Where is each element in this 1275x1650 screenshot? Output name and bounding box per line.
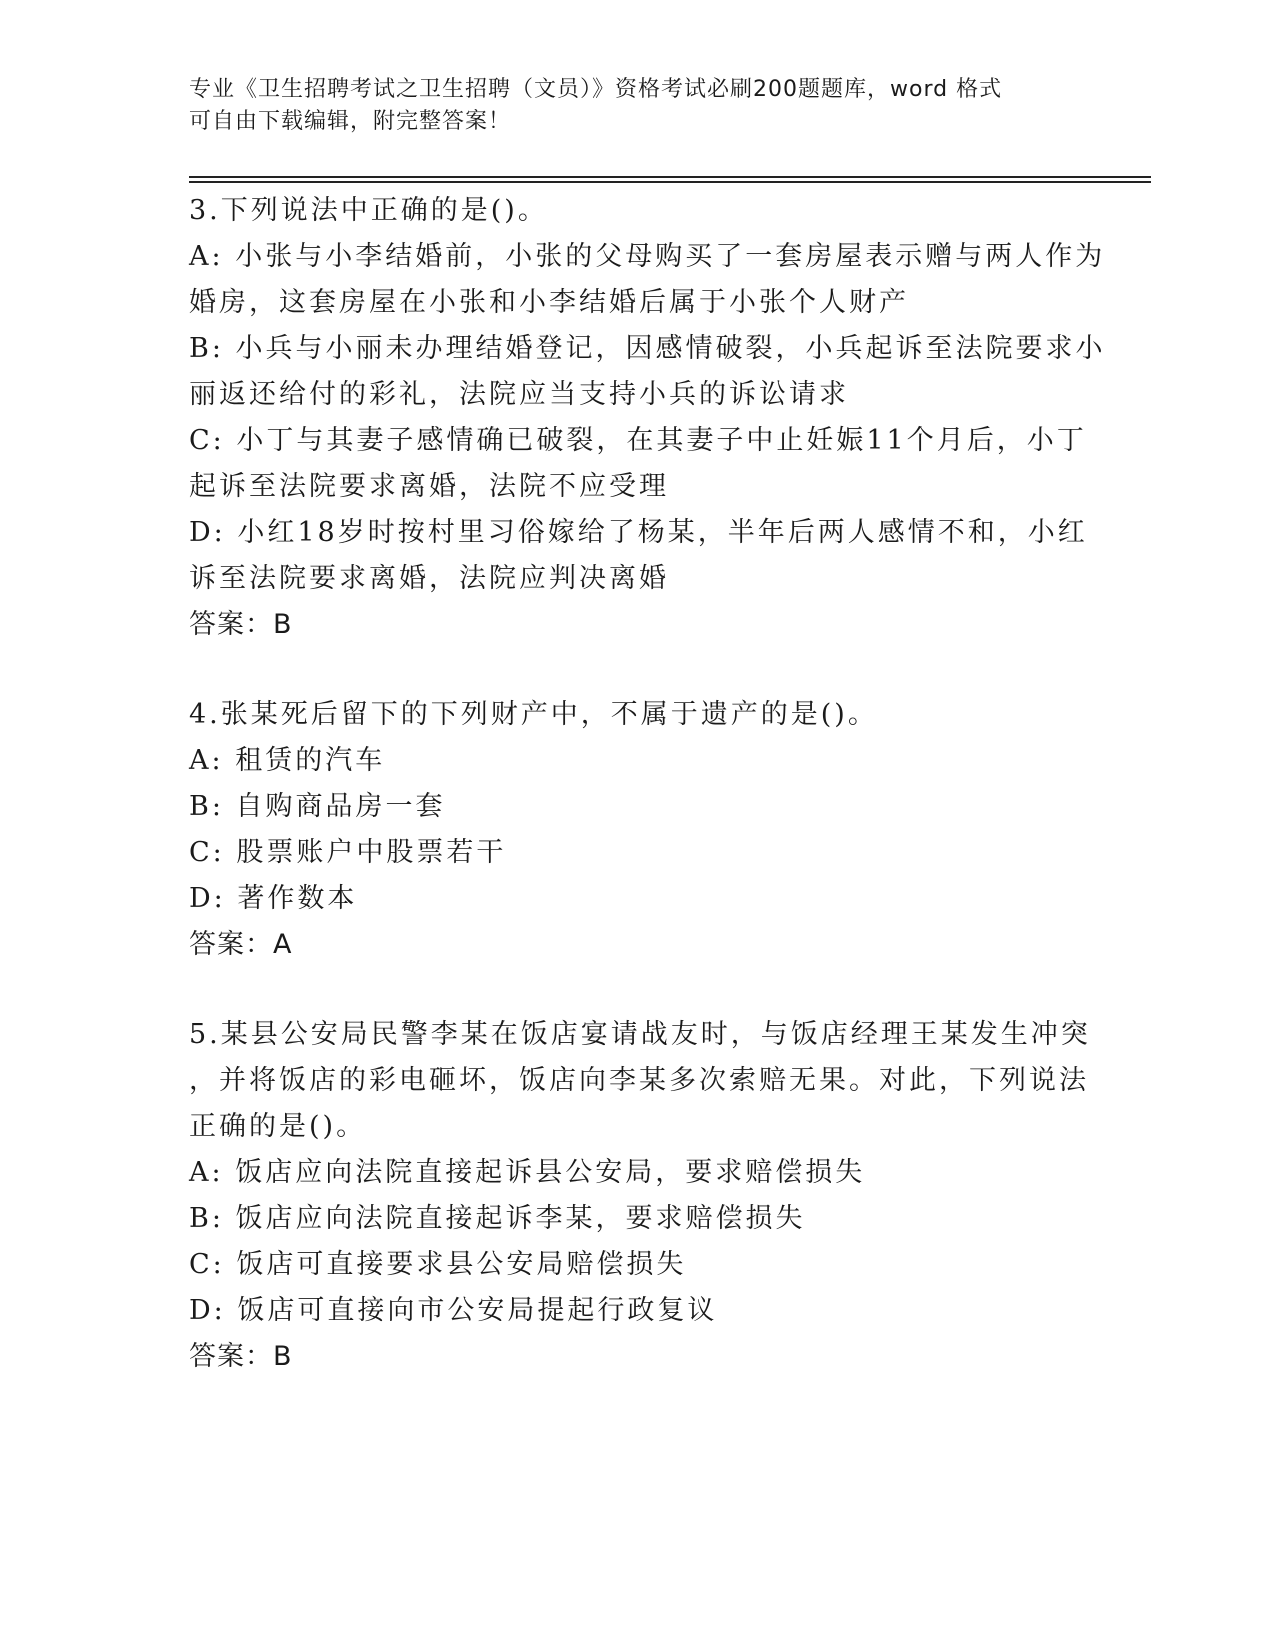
- option-label: C:: [189, 837, 225, 868]
- option-text: 小张与小李结婚前，小张的父母购买了一套房屋表示赠与两人作为: [235, 241, 1106, 272]
- option-text: 股票账户中股票若干: [236, 837, 507, 868]
- option-line: [189, 464, 1089, 510]
- option-line: [189, 418, 1089, 464]
- document-header: [189, 74, 1069, 138]
- answer-line: 答案：B: [189, 1341, 293, 1372]
- header-divider-bottom: [189, 181, 1151, 183]
- answer-line: 答案：A: [189, 929, 293, 960]
- option-line: [189, 372, 1089, 418]
- option-line: [189, 1150, 1089, 1196]
- option-text: 租赁的汽车: [235, 745, 386, 776]
- option-line: [189, 1196, 1089, 1242]
- question-stem: 4.张某死后留下的下列财产中，不属于遗产的是()。: [189, 699, 878, 730]
- option-line: [189, 1242, 1089, 1288]
- option-label: D:: [189, 1295, 226, 1326]
- question-block: [189, 692, 1089, 968]
- option-text: 丽返还给付的彩礼，法院应当支持小兵的诉讼请求: [189, 379, 849, 410]
- answer-line: 答案：B: [189, 609, 293, 640]
- option-line: [189, 326, 1106, 372]
- option-line: [189, 234, 1106, 280]
- option-text: 诉至法院要求离婚，法院应判决离婚: [189, 563, 669, 594]
- option-line: [189, 738, 1089, 784]
- question-stem: ，并将饭店的彩电砸坏，饭店向李某多次索赔无果。对此，下列说法: [189, 1065, 1089, 1096]
- option-line: [189, 876, 1089, 922]
- question-stem: 正确的是()。: [189, 1111, 367, 1142]
- option-label: B:: [189, 1203, 224, 1234]
- option-label: C:: [189, 1249, 225, 1280]
- option-text: 饭店应向法院直接起诉县公安局，要求赔偿损失: [235, 1157, 866, 1188]
- option-text: 著作数本: [237, 883, 358, 914]
- option-label: D:: [189, 883, 226, 914]
- option-text: 自购商品房一套: [235, 791, 446, 822]
- option-text: 小丁与其妻子感情确已破裂，在其妻子中止妊娠11个月后，小丁: [236, 425, 1087, 456]
- option-line: [189, 830, 1089, 876]
- header-divider-top: [189, 176, 1151, 178]
- option-line: [189, 1288, 1089, 1334]
- question-block: [189, 188, 1106, 648]
- option-line: [189, 784, 1089, 830]
- option-text: 小红18岁时按村里习俗嫁给了杨某，半年后两人感情不和，小红: [237, 517, 1088, 548]
- question-stem: 5.某县公安局民警李某在饭店宴请战友时，与饭店经理王某发生冲突: [189, 1019, 1091, 1050]
- question-list: [189, 188, 1106, 1380]
- option-label: C:: [189, 425, 225, 456]
- option-label: B:: [189, 791, 224, 822]
- option-label: A:: [189, 745, 224, 776]
- option-text: 饭店应向法院直接起诉李某，要求赔偿损失: [235, 1203, 806, 1234]
- header-line-2: 可自由下载编辑，附完整答案！: [189, 109, 512, 134]
- option-text: 起诉至法院要求离婚，法院不应受理: [189, 471, 669, 502]
- option-text: 饭店可直接要求县公安局赔偿损失: [236, 1249, 687, 1280]
- option-line: [189, 280, 1089, 326]
- option-text: 饭店可直接向市公安局提起行政复议: [237, 1295, 718, 1326]
- question-spacer: [189, 968, 1089, 1012]
- question-stem: 3.下列说法中正确的是()。: [189, 195, 548, 226]
- option-text: 婚房，这套房屋在小张和小李结婚后属于小张个人财产: [189, 287, 909, 318]
- question-block: [189, 1012, 1089, 1380]
- option-line: [189, 510, 1089, 556]
- header-line-1: 专业《卫生招聘考试之卫生招聘（文员）》资格考试必刷200题题库，word 格式: [189, 77, 1003, 102]
- option-label: D:: [189, 517, 226, 548]
- question-spacer: [189, 648, 1089, 692]
- option-line: [189, 556, 1089, 602]
- option-label: A:: [189, 241, 224, 272]
- option-label: A:: [189, 1157, 224, 1188]
- option-text: 小兵与小丽未办理结婚登记，因感情破裂，小兵起诉至法院要求小: [235, 333, 1106, 364]
- option-label: B:: [189, 333, 224, 364]
